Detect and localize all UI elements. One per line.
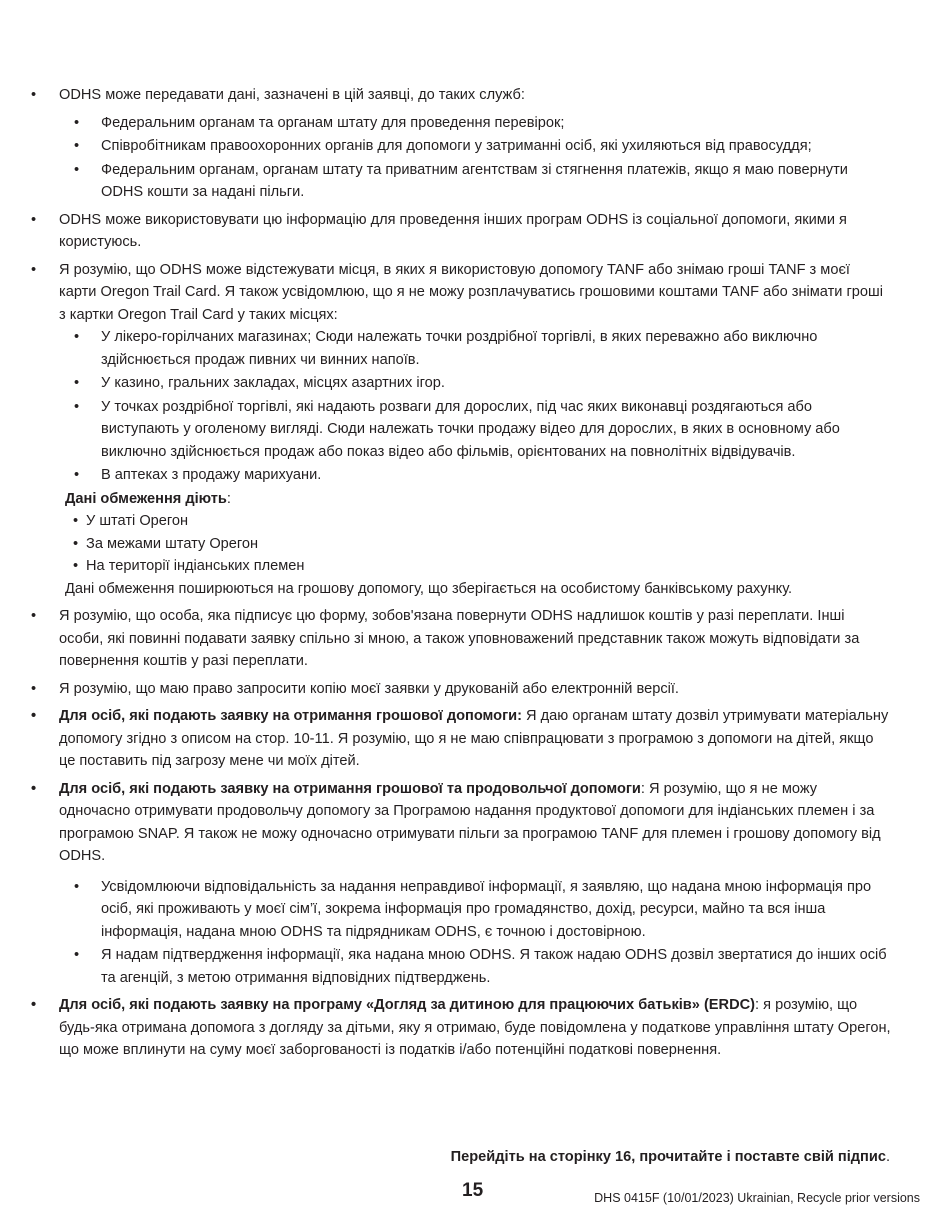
restrictions-list	[31, 510, 891, 578]
restrictions-note: Дані обмеження поширюються на грошову допомогу, що зберігається на особистому банківському рахунку.	[65, 580, 793, 597]
restriction-place: • На території індіанських племен	[31, 555, 891, 578]
sub-list	[31, 876, 891, 990]
sub-list-item: • Співробітникам правоохоронних органів для допомоги у затриманні осіб, які ухиляються від правосуддя;	[31, 135, 891, 158]
page-content	[31, 84, 891, 1067]
restriction-place: • У штаті Орегон	[31, 510, 891, 533]
list-item: • Я розумію, що ODHS може відстежувати місця, в яких я використовую допомогу TANF або знімаю гроші TANF з моєї карти Oregon Trail Card. Я також усвідомлюю, що я не можу розплачуватись грошовими коштами TANF або знімати гроші з картки Oregon Trail Card у таких місцях:	[31, 259, 891, 327]
list-item: • Для осіб, які подають заявку на отримання грошової допомоги: Я даю органам штату дозвіл утримувати матеріальну допомогу згідно з описом на стор. 10-11. Я розумію, що я не маю співпрацювати з програмою з допомоги на дітей, якщо це поставить під загрозу мене чи моїх дітей.	[31, 705, 891, 773]
list-item: • Для осіб, які подають заявку на отримання грошової та продовольчої допомоги: Я розумію, що я не можу одночасно отримувати продовольчу допомогу за Програмою надання продуктової допомоги для індіанських племен і за програмою SNAP. Я також не можу одночасно отримувати пільги за програмою TANF для племен і грошову допомогу від ODHS.	[31, 778, 891, 868]
sub-list-item: • Федеральним органам, органам штату та приватним агентствам зі стягнення платежів, якщо я маю повернути ODHS кошти за надані пільги.	[31, 159, 891, 204]
bullet-list-1	[31, 84, 891, 487]
sub-list-item: • В аптеках з продажу марихуани.	[31, 464, 891, 487]
list-item: • ODHS може використовувати цю інформацію для проведення інших програм ODHS із соціальної допомоги, якими я користуюсь.	[31, 209, 891, 254]
sub-list-item: • Усвідомлюючи відповідальність за надання неправдивої інформації, я заявляю, що надана мною інформація про осіб, які проживають у моєї сім’ї, зокрема інформація про громадянство, дохід, ресурси, майно та вся інша інформація, надана мною ODHS та підрядникам ODHS, є точною і достовірною.	[31, 876, 891, 944]
bullet-list-2	[31, 605, 891, 1062]
sub-list-container	[31, 876, 891, 990]
restrictions-heading: Дані обмеження діють:	[65, 490, 231, 507]
list-item: • Я розумію, що особа, яка підписує цю форму, зобов'язана повернути ODHS надлишок коштів у разі переплати. Інші особи, які повинні подавати заявку спільно зі мною, а також уповноважений представник також можуть відповідати за повернення коштів у разі переплати.	[31, 605, 891, 673]
restriction-place: • За межами штату Орегон	[31, 533, 891, 556]
list-item: • Я розумію, що маю право запросити копію моєї заявки у друкованій або електронній версії.	[31, 678, 891, 701]
sub-list-item: • Федеральним органам та органам штату для проведення перевірок;	[31, 112, 891, 135]
sub-list-item: • У точках роздрібної торгівлі, які надають розваги для дорослих, під час яких виконавці роздягаються або виступають у оголеному вигляді. Сюди належать точки продажу відео для дорослих, в яких в основному або виключно здійснюється продаж або показ відео або фільмів, орієнтованих на повнолітніх відвідувачів.	[31, 396, 891, 464]
sub-list	[31, 326, 891, 487]
list-item: • ODHS може передавати дані, зазначені в цій заявці, до таких служб:	[31, 84, 891, 107]
sub-list-container	[31, 326, 891, 487]
form-code: DHS 0415F (10/01/2023) Ukrainian, Recycle prior versions	[594, 1191, 920, 1205]
sub-list-item: • У казино, гральних закладах, місцях азартних ігор.	[31, 372, 891, 395]
list-item: • Для осіб, які подають заявку на програму «Догляд за дитиною для працюючих батьків» (ERDC): я розумію, що будь-яка отримана допомога з догляду за дітьми, яку я отримаю, буде повідомлена у податкове управління штату Орегон, що може вплинути на суму моєї заборгованості із податків і/або потенційні податкові повернення.	[31, 994, 891, 1062]
sub-list	[31, 112, 891, 204]
page-number: 15	[462, 1180, 484, 1201]
sub-list-item: • У лікеро-горілчаних магазинах; Сюди належать точки роздрібної торгівлі, в яких переважно або виключно здійснюється продаж пивних чи винних напоїв.	[31, 326, 891, 371]
sub-list-container	[31, 112, 891, 204]
signature-instruction: Перейдіть на сторінку 16, прочитайте і поставте свій підпис.	[450, 1149, 890, 1165]
sub-list-item: • Я надам підтвердження інформації, яка надана мною ODHS. Я також надаю ODHS дозвіл звертатися до інших осіб та агенцій, з метою отримання відповідних підтверджень.	[31, 944, 891, 989]
